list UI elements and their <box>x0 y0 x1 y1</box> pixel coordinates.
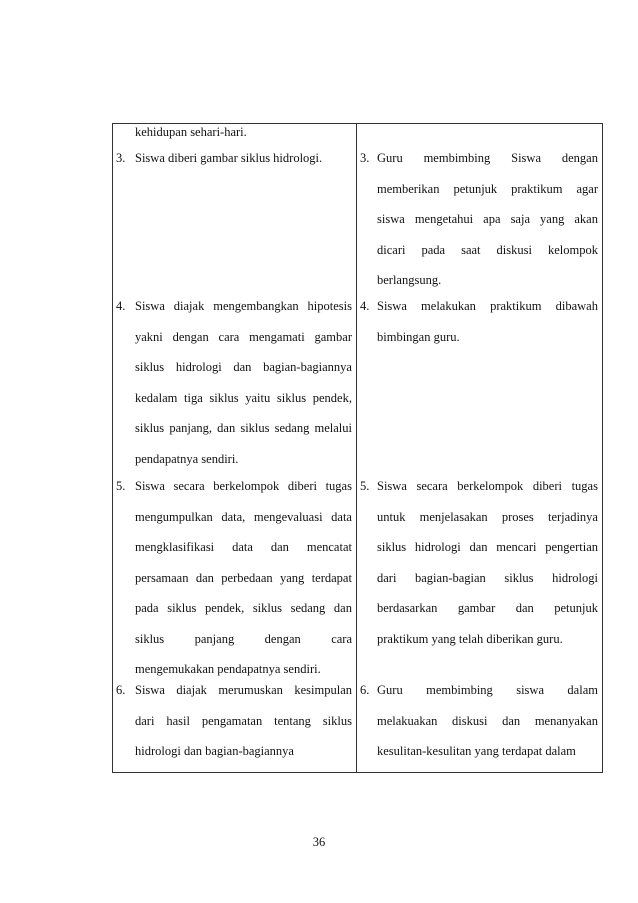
page-number: 36 <box>312 835 326 849</box>
right-item-line: berdasarkan gambar dan petunjuk <box>377 601 598 615</box>
right-item-line: siswa mengetahui apa saja yang akan <box>377 212 598 226</box>
left-item-number: 6. <box>116 683 126 697</box>
right-item-line: memberikan petunjuk praktikum agar <box>377 181 598 196</box>
right-item-line: Guru membimbing Siswa dengan <box>377 151 598 165</box>
right-item-number: 5. <box>360 479 370 493</box>
right-item-line: bimbingan guru. <box>377 329 460 344</box>
right-item-line: Siswa secara berkelompok diberi tugas <box>377 479 598 493</box>
left-item-line: mengklasifikasi data dan mencatat <box>135 540 352 554</box>
right-item-line: berlangsung. <box>377 273 442 287</box>
left-item-number: 3. <box>116 151 126 165</box>
right-item-number: 3. <box>360 151 370 165</box>
left-item-line: Siswa diajak merumuskan kesimpulan <box>135 683 352 697</box>
left-item-line: Siswa diberi gambar siklus hidrologi. <box>135 151 323 165</box>
right-item-line: melakuakan diskusi dan menanyakan <box>377 713 598 728</box>
right-item-line: dicari pada saat diskusi kelompok <box>377 242 598 257</box>
left-intro-line: kehidupan sehari-hari. <box>135 125 247 139</box>
column-divider <box>356 123 357 773</box>
left-item-line: mengemukakan pendapatnya sendiri. <box>135 662 321 676</box>
left-item-line: Siswa secara berkelompok diberi tugas <box>135 479 352 493</box>
left-item-line: siklus panjang, dan siklus sedang melalui <box>135 421 352 435</box>
left-item-line: Siswa diajak mengembangkan hipotesis <box>135 299 352 313</box>
right-item-number: 4. <box>360 299 370 313</box>
right-item-line: praktikum yang telah diberikan guru. <box>377 631 563 646</box>
left-item-line: hidrologi dan bagian-bagiannya <box>135 744 294 758</box>
right-item-number: 6. <box>360 683 370 697</box>
right-item-line: siklus hidrologi dan mencari pengertian <box>377 540 598 554</box>
right-item-line: Guru membimbing siswa dalam <box>377 683 598 697</box>
left-item-line: dari hasil pengamatan tentang siklus <box>135 713 352 728</box>
left-item-line: persamaan dan perbedaan yang terdapat <box>135 570 352 585</box>
left-item-number: 5. <box>116 479 126 493</box>
left-item-line: yakni dengan cara mengamati gambar <box>135 329 352 344</box>
left-item-line: pada siklus pendek, siklus sedang dan <box>135 601 352 615</box>
left-item-line: siklus panjang dengan cara <box>135 631 352 646</box>
left-item-number: 4. <box>116 299 126 313</box>
right-item-line: dari bagian-bagian siklus hidrologi <box>377 570 598 585</box>
left-item-line: kedalam tiga siklus yaitu siklus pendek, <box>135 390 352 405</box>
right-item-line: kesulitan-kesulitan yang terdapat dalam <box>377 744 576 758</box>
left-item-line: pendapatnya sendiri. <box>135 451 239 466</box>
right-item-line: Siswa melakukan praktikum dibawah <box>377 299 598 313</box>
right-item-line: untuk menjelasakan proses terjadinya <box>377 509 598 524</box>
left-item-line: mengumpulkan data, mengevaluasi data <box>135 509 352 524</box>
left-item-line: siklus hidrologi dan bagian-bagiannya <box>135 360 352 374</box>
